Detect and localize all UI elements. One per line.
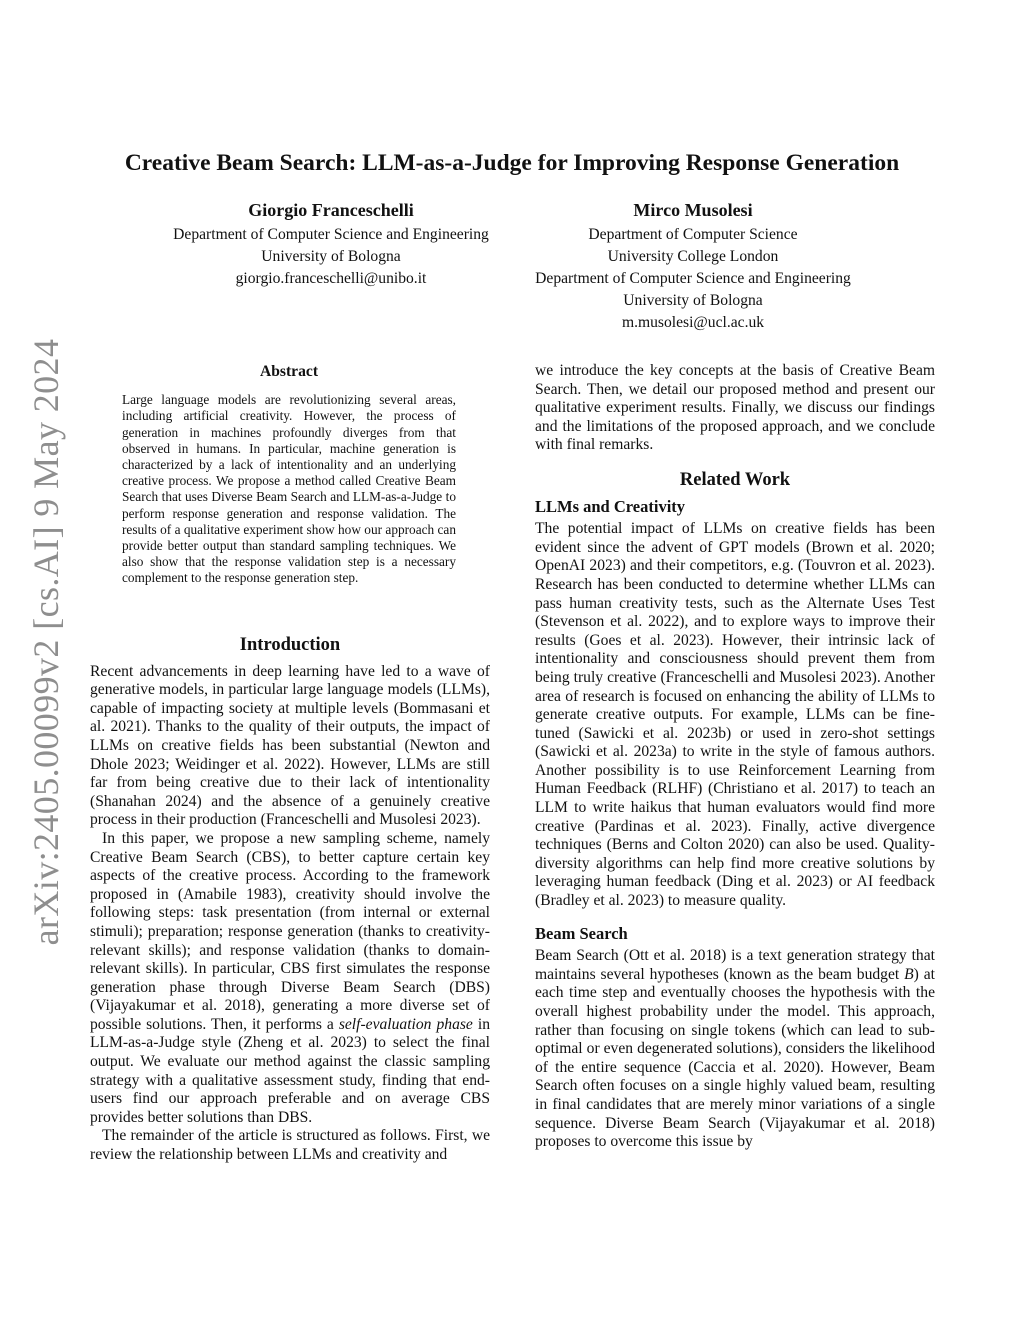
abstract: [122, 364, 456, 587]
beam-search-heading: Beam Search: [535, 923, 628, 943]
beam-budget-variable: B: [904, 965, 914, 983]
llms-creativity-text: The potential impact of LLMs on creative fields has been evident since the advent of GPT models (Brown et al. 2020; OpenAI 2023) and their competitors, e.g. (Touvron et al. 2023). Research has been conducted to determine whether LLMs can pass human creativity tests, such as the Alternate Uses Test (Stevenson et al. 2022), and to explore ways to improve their results (Goes et al. 2023). However, their intrinsic lack of intentionality and consciousness should prevent them from being truly creative (Franceschelli and Musolesi 2023). Another area of research is focused on enhancing the ability of LLMs to generate creative outputs. For example, LLMs can be fine-tuned (Sawicki et al. 2023b) or used in zero-shot settings (Sawicki et al. 2023a) to write in the style of famous authors. Another possibility is to use Reinforcement Learning from Human Feedback (RLHF) (Christiano et al. 2017) to teach an LLM to write haikus that human evaluators would find more creative (Pardinas et al. 2023). Finally, active divergence techniques (Berns and Colton 2020) can also be used. Quality-diversity algorithms can help find more creative solutions by leveraging human feedback (Ding et al. 2023) or AI feedback (Bradley et al. 2023) to measure quality.: [535, 520, 935, 910]
author-affiliation: University College London: [607, 248, 779, 265]
intro-paragraph-2: In this paper, we propose a new sampling scheme, namely Creative Beam Search (CBS), to better capture certain key aspects of the creative process. According to the framework proposed in (Amabile 1983), creativity should involve the following steps: task presentation (from internal or external stimuli); preparation; response generation (thanks to creativity-relevant skills); and response validation (thanks to domain-relevant skills). In particular, CBS first simulates the response generation phase through Diverse Beam Search (DBS) (Vijayakumar et al. 2018), generating a more diverse set of possible solutions. Then, it performs a self-evaluation phase in LLM-as-a-Judge style (Zheng et al. 2023) to select the final output. We evaluate our method against the classic sampling strategy with a qualitative assessment study, finding that end-users find our approach preferable and on average CBS provides better solutions than DBS.: [90, 829, 490, 1126]
intro-paragraph-3: The remainder of the article is structured as follows. First, we review the relationship between LLMs and creativity and: [90, 1127, 490, 1164]
paper-title: Creative Beam Search: LLM-as-a-Judge for Improving Response Generation: [124, 150, 900, 176]
author-affiliation: Department of Computer Science and Engineering: [535, 270, 851, 287]
author-email[interactable]: giorgio.franceschelli@unibo.it: [235, 270, 427, 287]
related-work-heading: Related Work: [679, 469, 791, 490]
left-column: [90, 636, 490, 1165]
intro-paragraph-3-continued: we introduce the key concepts at the basis of Creative Beam Search. Then, we detail our proposed method and present our qualitative experiment results. Finally, we discuss our findings and the limitations of the proposed approach, and we conclude with final remarks.: [535, 362, 935, 454]
intro-paragraph-1: Recent advancements in deep learning have led to a wave of generative models, in particular large language models (LLMs), capable of impacting society at multiple levels (Bommasani et al. 2021). Thanks to the quality of their outputs, the impact of LLMs on creative fields has been substantial (Newton and Dhole 2023; Weidinger et al. 2022). However, LLMs are still far from being creative due to their lack of intentionality (Shanahan 2024) and the absence of a genuinely creative process in their production (Franceschelli and Musolesi 2023).: [90, 662, 490, 829]
abstract-heading: Abstract: [259, 363, 319, 380]
llms-creativity-heading: LLMs and Creativity: [535, 496, 686, 516]
self-evaluation-term: self-evaluation phase: [338, 1015, 473, 1033]
author-affiliation: University of Bologna: [261, 248, 401, 265]
author-name: Giorgio Franceschelli: [248, 200, 414, 220]
author-affiliation: University of Bologna: [623, 292, 763, 309]
author-email[interactable]: m.musolesi@ucl.ac.uk: [621, 314, 765, 331]
author-affiliation: Department of Computer Science: [588, 226, 798, 243]
author-block-2: [512, 196, 874, 334]
abstract-text: Large language models are revolutionizing several areas, including artificial creativity. However, the process of generation in machines profoundly diverges from that observed in humans. In particular, machine generation is characterized by a lack of intentionality and an underlying creative process. We propose a method called Creative Beam Search that uses Diverse Beam Search and LLM-as-a-Judge to perform response generation and response validation. The results of a qualitative experiment show how our approach can provide better output than standard sampling techniques. We also show that the response validation step is a necessary complement to the response generation step.: [122, 392, 456, 586]
beam-search-text: Beam Search (Ott et al. 2018) is a text generation strategy that maintains several hypotheses (known as the beam budget B) at each time step and eventually chooses the hypothesis with the overall highest probability under the model. This approach, rather than focusing on single tokens (which can lead to sub-optimal or even degenerated solutions), considers the likelihood of the entire sequence (Caccia et al. 2020). However, Beam Search often focuses on a single highly valued beam, resulting in final candidates that are merely minor variations of a single sequence. Diverse Beam Search (Vijayakumar et al. 2018) proposes to overcome this issue by: [535, 947, 935, 1151]
author-affiliation: Department of Computer Science and Engineering: [173, 226, 489, 243]
arxiv-identifier[interactable]: arXiv:2405.00099v2 [cs.AI] 9 May 2024: [26, 338, 66, 946]
author-name: Mirco Musolesi: [633, 200, 753, 220]
author-block-1: [150, 196, 512, 290]
right-column: [535, 362, 935, 1152]
introduction-heading: Introduction: [239, 635, 341, 655]
